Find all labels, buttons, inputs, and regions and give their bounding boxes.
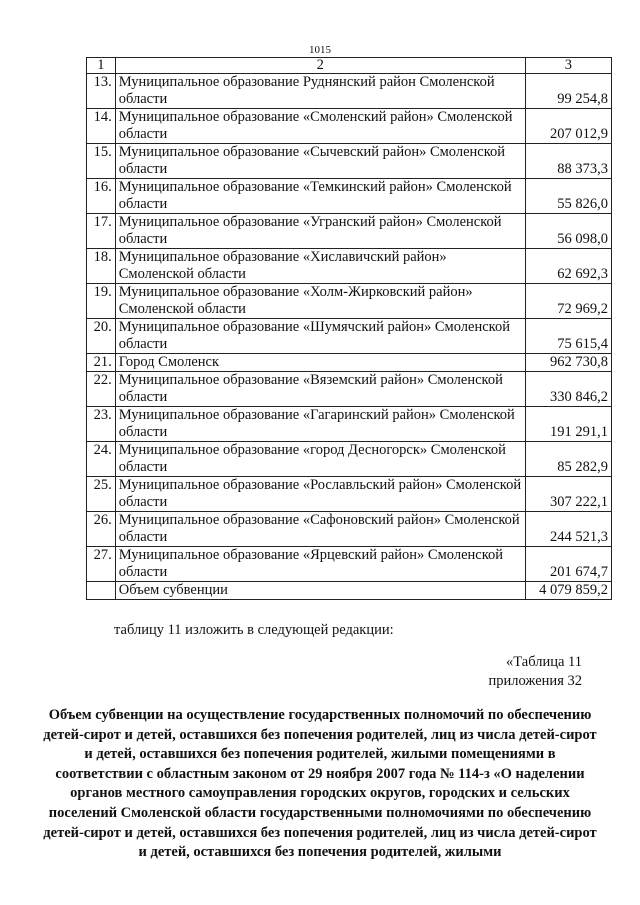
row-number: 15.: [87, 144, 116, 179]
table-reference-line2: приложения 32: [488, 673, 582, 689]
row-number: 13.: [87, 74, 116, 109]
row-amount: 88 373,3: [525, 144, 611, 179]
row-name: Муниципальное образование Руднянский район Смоленской области: [115, 74, 525, 109]
table-row: [87, 547, 612, 582]
row-name: Муниципальное образование «Гагаринский район» Смоленской области: [115, 407, 525, 442]
table-reference: [489, 653, 582, 691]
row-number: 19.: [87, 284, 116, 319]
row-amount: 99 254,8: [525, 74, 611, 109]
row-amount: 244 521,3: [525, 512, 611, 547]
row-number: 22.: [87, 372, 116, 407]
page-number: 1015: [309, 44, 331, 56]
row-number: 25.: [87, 477, 116, 512]
table-row: [87, 284, 612, 319]
table-row: [87, 512, 612, 547]
table-row: [87, 319, 612, 354]
row-name: Муниципальное образование «Холм-Жирковский район» Смоленской области: [115, 284, 525, 319]
row-amount: 201 674,7: [525, 547, 611, 582]
row-number: 16.: [87, 179, 116, 214]
row-amount: 75 615,4: [525, 319, 611, 354]
row-name: Муниципальное образование «Рославльский район» Смоленской области: [115, 477, 525, 512]
table-row: [87, 179, 612, 214]
row-name: Муниципальное образование «Сафоновский район» Смоленской области: [115, 512, 525, 547]
table-reference-line1: «Таблица 11: [506, 654, 582, 670]
table-row: [87, 74, 612, 109]
table-row: [87, 372, 612, 407]
row-name: Муниципальное образование «Темкинский район» Смоленской области: [115, 179, 525, 214]
row-number: 18.: [87, 249, 116, 284]
row-number: 14.: [87, 109, 116, 144]
table-header-row: [87, 58, 612, 74]
section-title: Объем субвенции на осуществление государственных полномочий по обеспечению детей-сирот и детей, оставшихся без попечения родителей, лиц из числа детей-сирот и детей, оставшихся без попечения родителей, жилыми помещениями в соответствии с областным законом от 29 ноября 2007 года № 114-з «О наделении органов местного самоуправления городских округов, городских и сельских поселений Смоленской области государственными полномочиями по обеспечению детей-сирот и детей, оставшихся без попечения родителей, лиц из числа детей-сирот и детей, оставшихся без попечения родителей, жилыми: [43, 707, 597, 861]
header-cell-number: 1: [87, 58, 116, 74]
row-amount: 85 282,9: [525, 442, 611, 477]
table-row: [87, 442, 612, 477]
table-row: [87, 109, 612, 144]
row-amount: 55 826,0: [525, 179, 611, 214]
row-number: 27.: [87, 547, 116, 582]
row-amount: 62 692,3: [525, 249, 611, 284]
table-row: [87, 144, 612, 179]
row-number: 24.: [87, 442, 116, 477]
row-number: 17.: [87, 214, 116, 249]
row-amount: 56 098,0: [525, 214, 611, 249]
header-cell-name: 2: [115, 58, 525, 74]
table-total-row: [87, 582, 612, 600]
row-name: Муниципальное образование «город Десногорск» Смоленской области: [115, 442, 525, 477]
row-name: Муниципальное образование «Хиславичский район» Смоленской области: [115, 249, 525, 284]
row-amount: 191 291,1: [525, 407, 611, 442]
row-amount: 4 079 859,2: [525, 582, 611, 600]
table-row: [87, 214, 612, 249]
table-body: [87, 58, 612, 600]
row-number: 23.: [87, 407, 116, 442]
header-cell-amount: 3: [525, 58, 611, 74]
subvention-table: [86, 57, 612, 600]
table-row: [87, 354, 612, 372]
row-number: [87, 582, 116, 600]
row-name: Муниципальное образование «Смоленский район» Смоленской области: [115, 109, 525, 144]
table-row: [87, 477, 612, 512]
row-name: Муниципальное образование «Ярцевский район» Смоленской области: [115, 547, 525, 582]
row-name: Муниципальное образование «Угранский район» Смоленской области: [115, 214, 525, 249]
row-number: 21.: [87, 354, 116, 372]
row-amount: 307 222,1: [525, 477, 611, 512]
table-row: [87, 407, 612, 442]
table-row: [87, 249, 612, 284]
row-amount: 207 012,9: [525, 109, 611, 144]
row-amount: 72 969,2: [525, 284, 611, 319]
row-name: Объем субвенции: [115, 582, 525, 600]
row-amount: 962 730,8: [525, 354, 611, 372]
row-name: Город Смоленск: [115, 354, 525, 372]
row-number: 26.: [87, 512, 116, 547]
row-number: 20.: [87, 319, 116, 354]
row-name: Муниципальное образование «Вяземский район» Смоленской области: [115, 372, 525, 407]
instruction-text: таблицу 11 изложить в следующей редакции:: [114, 622, 394, 638]
row-name: Муниципальное образование «Сычевский район» Смоленской области: [115, 144, 525, 179]
row-amount: 330 846,2: [525, 372, 611, 407]
row-name: Муниципальное образование «Шумячский район» Смоленской области: [115, 319, 525, 354]
